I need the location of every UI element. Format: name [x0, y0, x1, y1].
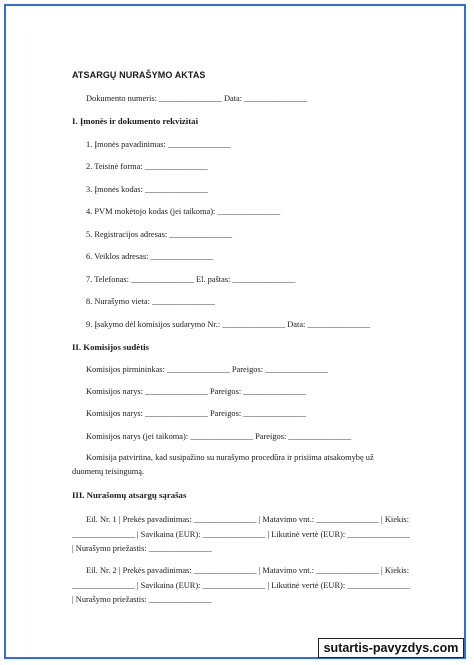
commission-member-1: Komisijos pirmininkas: _______________ Pareigos: _______________ — [86, 365, 328, 374]
inventory-entry-1-line1: Eil. Nr. 1 | Prekės pavadinimas: _______________ | Matavimo vnt.: _______________ | Kiekis: — [86, 515, 410, 524]
company-field-5: 5. Registracijos adresas: _______________ — [86, 230, 233, 239]
inventory-entry-2-line3: | Nurašymo priežastis: _______________ — [72, 595, 212, 604]
inventory-entry-1-line2: _______________ | Savikaina (EUR): _______________ | Likutinė vertė (EUR): _______________ — [72, 530, 411, 539]
company-field-2: 2. Teisinė forma: _______________ — [86, 162, 208, 171]
commission-member-4: Komisijos narys (jei taikoma): _______________ Pareigos: _______________ — [86, 432, 352, 441]
watermark-badge: sutartis-pavyzdys.com — [318, 638, 464, 658]
inventory-entry-2-line2: _______________ | Savikaina (EUR): _______________ | Likutinė vertė (EUR): _______________ — [72, 581, 411, 590]
document-number-line: Dokumento numeris: _______________ Data: _______________ — [86, 94, 307, 103]
document-title: ATSARGŲ NURAŠYMO AKTAS — [72, 70, 206, 80]
commission-member-3: Komisijos narys: _______________ Pareigos: _______________ — [86, 409, 307, 418]
company-field-7: 7. Telefonas: _______________ El. paštas: _______________ — [86, 275, 296, 284]
section-heading-inventory: III. Nurašomų atsargų sąrašas — [72, 490, 187, 500]
company-field-1: 1. Įmonės pavadinimas: _______________ — [86, 140, 231, 149]
company-field-6: 6. Veiklos adresas: _______________ — [86, 252, 214, 261]
section-heading-company: I. Įmonės ir dokumento rekvizitai — [72, 116, 199, 126]
inventory-entry-1-line3: | Nurašymo priežastis: _______________ — [72, 544, 212, 553]
company-field-3: 3. Įmonės kodas: _______________ — [86, 185, 208, 194]
company-field-8: 8. Nurašymo vieta: _______________ — [86, 297, 215, 306]
section-heading-commission: II. Komisijos sudėtis — [72, 342, 149, 352]
commission-note: Komisija patvirtina, kad susipažino su nurašymo procedūra ir prisiima atsakomybę už duomenų teisingumą. — [72, 453, 374, 476]
company-field-9: 9. Įsakymo dėl komisijos sudarymo Nr.: _______________ Data: _______________ — [86, 320, 371, 329]
inventory-entry-2-line1: Eil. Nr. 2 | Prekės pavadinimas: _______________ | Matavimo vnt.: _______________ | Kiekis: — [86, 566, 410, 575]
company-field-4: 4. PVM mokėtojo kodas (jei taikoma): _______________ — [86, 207, 281, 216]
commission-member-2: Komisijos narys: _______________ Pareigos: _______________ — [86, 387, 307, 396]
